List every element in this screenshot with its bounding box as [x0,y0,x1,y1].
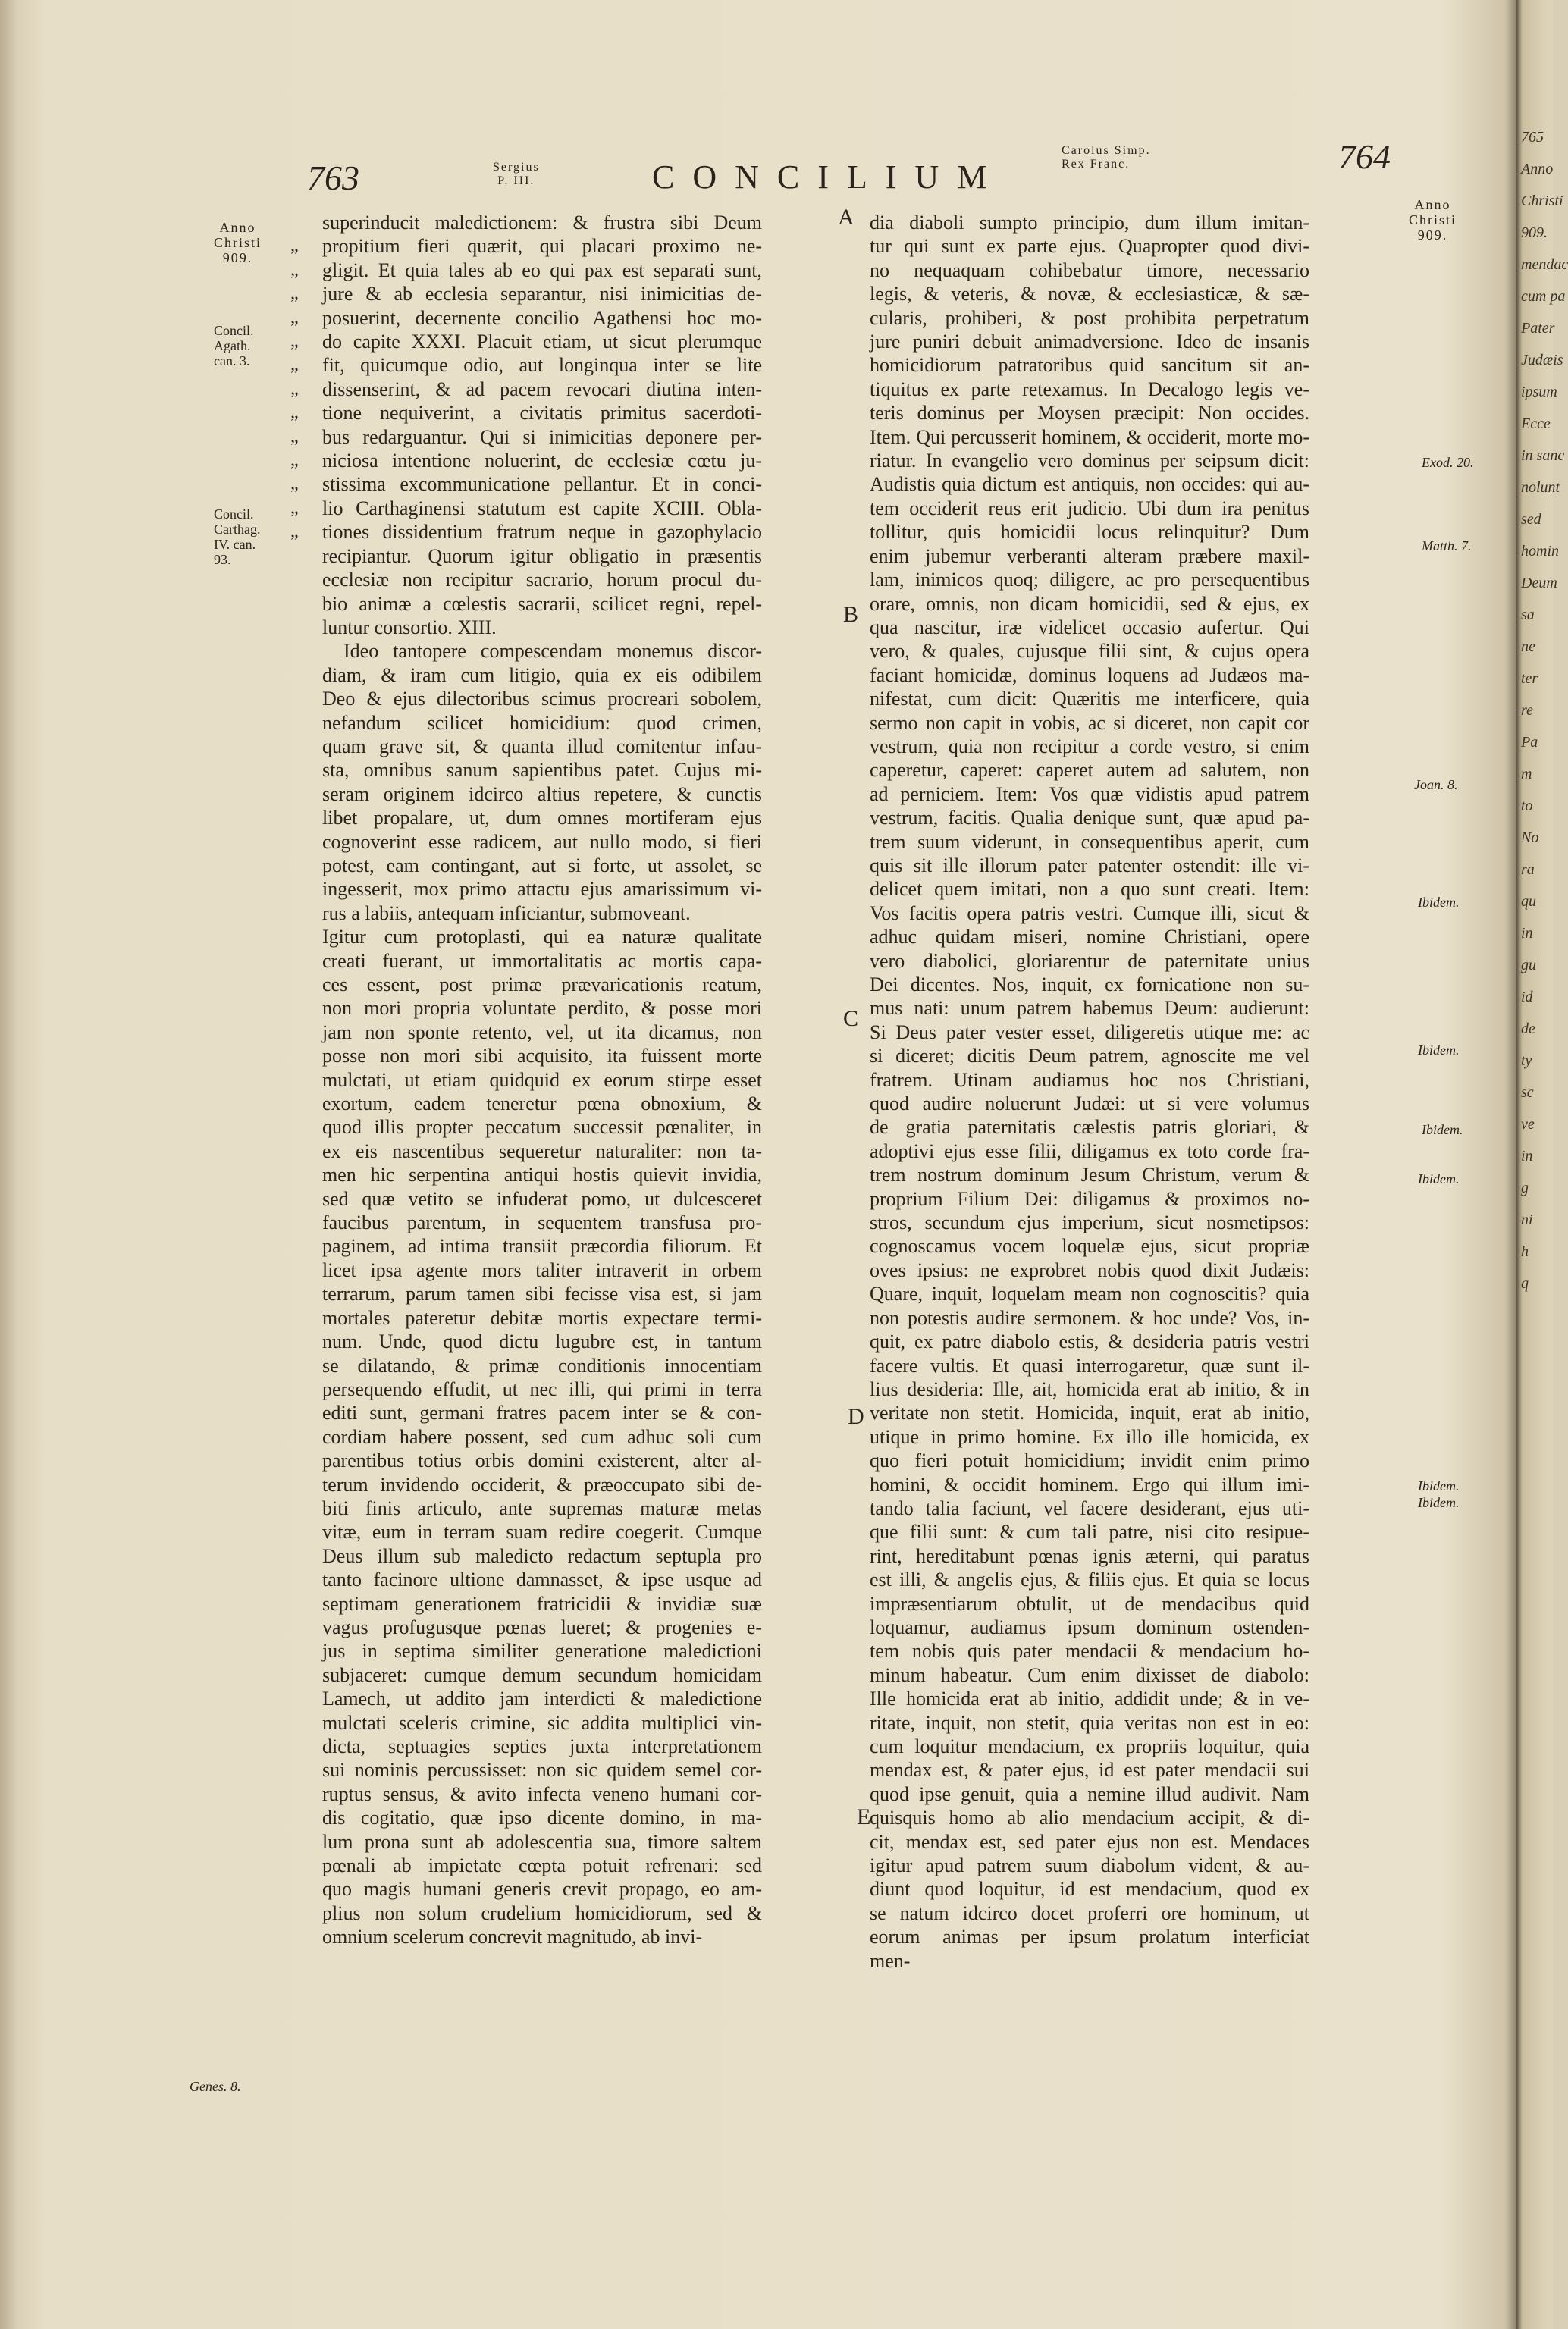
text-line: posse non mori sibi acquisito, ita fuissent morte [322,1045,762,1067]
quote-mark: „ [290,497,299,518]
facing-page-fragment: h [1521,1243,1529,1260]
text-line: paginem, ad intima transiit præcordia filiorum. Et [322,1235,762,1258]
text-line: septimam generationem fratricidii & invidiæ suæ [322,1592,762,1615]
text-line: Item. Qui percusserit hominem, & occiderit, morte mo- [870,425,1309,448]
left-page-number: 763 [307,158,359,197]
facing-page-fragment: nolunt [1521,479,1560,496]
quote-mark: „ [290,236,299,256]
text-line: teris dominus per Moysen præcipit: Non occides. [870,402,1309,425]
running-head-king: Carolus Simp. [1062,144,1151,157]
left-running-head [493,161,540,188]
text-line: cularis, prohiberi, & post prohibita perpetratum [870,306,1309,329]
facing-page-fragment: No [1521,829,1539,846]
text-line: ex eis nascentibus sequeretur naturaliter: non ta- [322,1139,762,1162]
text-line: terrarum, parum tamen sibi fecisse visa est, si jam [322,1283,762,1306]
text-line: homini, & occidit hominem. Ergo qui illum imi- [870,1473,1309,1496]
section-letter-b: B [843,602,859,627]
facing-page-fragment: Christi [1521,193,1563,209]
text-line: pœnali ab impietate cœpta potuit refrenari: sed [322,1854,762,1877]
text-line: exortum, eadem teneretur pœna obnoxium, & [322,1092,762,1115]
text-line: Audistis quia dictum est antiquis, non occides: qui au- [870,473,1309,496]
text-line: quit, ex patre diabolo estis, & desideria patris vestri [870,1331,1309,1353]
text-line: quisquis homo ab alio mendacium accipit, & di- [870,1807,1309,1829]
note-line: 93. [214,552,231,567]
text-line: impræsentiarum obtulit, ut de mendacibus quid [870,1592,1309,1615]
facing-page-fragment: 909. [1521,224,1548,241]
text-line: quo fieri potuit homicidium; invidit enim primo [870,1450,1309,1472]
text-line: lius desideria: Ille, ait, homicida erat ab initio, & in [870,1378,1309,1400]
text-line: oves ipsius: ne exprobret nobis quod dixit Judæis: [870,1259,1309,1281]
right-margin-note-matth: Matth. 7. [1422,538,1472,553]
text-line: ecclesiæ non recipitur sacrario, horum procul du- [322,569,762,591]
text-line: mulctati sceleris crimine, sic addita multiplici vin- [322,1711,762,1734]
facing-page-fragment: sc [1521,1084,1534,1101]
facing-page-fragment: ne [1521,638,1535,655]
text-line: bus redarguantur. Qui si inimicitias deponere per- [322,425,762,448]
text-line: Deus illum sub maledicto redactum septupla pro [322,1544,762,1567]
text-line: adoptivi ejus esse filii, diligamus ex toto corde fra- [870,1139,1309,1162]
text-line: tem nobis quis pater mendacii & mendacium ho- [870,1640,1309,1663]
text-line: cordiam habere possent, sed cum adhuc soli cum [322,1425,762,1448]
text-line: non potestis audire sermonem. & hoc unde? Vos, in- [870,1306,1309,1329]
quote-mark: „ [290,284,299,304]
facing-page-fragment: ter [1521,670,1538,687]
text-line: proprium Filium Dei: diligamus & proximos no- [870,1187,1309,1210]
facing-page-fragment: homin [1521,543,1559,560]
quote-mark: „ [290,450,299,470]
text-line: no nequaquam cohibebatur timore, necessario [870,259,1309,281]
facing-page-fragment: Judæis [1521,352,1563,368]
anno-label: Anno [219,220,256,235]
text-line: sed quæ vetito se infuderat pomo, ut dulcesceret [322,1187,762,1210]
text-line: minum habeatur. Cum enim dixisset de diabolo: [870,1663,1309,1686]
text-line: vagus profugusque pœnas lueret; & progenies e- [322,1616,762,1638]
text-line: rus a labiis, antequam inficiantur, submoveant. [322,901,691,924]
text-line: riatur. In evangelio vero dominus per seipsum dicit: [870,450,1309,472]
text-line: jure puniri debuit animadversione. Ideo de insanis [870,331,1309,353]
note-line: IV. can. [214,537,256,552]
facing-page-fragment: q [1521,1275,1529,1292]
right-margin-note-exod: Exod. 20. [1422,455,1474,470]
page-title: CONCILIUM [652,158,1005,196]
left-margin-note-agath [214,323,254,368]
text-line: facere vultis. Et quasi interrogaretur, quæ sunt il- [870,1354,1309,1377]
facing-page-fragment: Pa [1521,734,1538,751]
text-line: persequendo effudit, ut nec illi, qui primi in terra [322,1378,762,1400]
text-line: vero diabolici, gloriarentur de paternitate unius [870,949,1309,972]
text-line: recipiantur. Quorum igitur obligatio in præsentis [322,544,762,567]
text-line: loquamur, audiamus ipsum dominum ostenden- [870,1616,1309,1638]
facing-page-fragment: cum pa [1521,288,1566,305]
text-line: omnium scelerum concrevit magnitudo, ab invi- [322,1926,703,1948]
facing-page-fragment: m [1521,766,1532,782]
note-line: Concil. [214,323,254,338]
text-line: tiones dissidentium fratrum neque in gazophylacio [322,521,762,544]
text-line: se natum idcirco docet proferri ore hominum, ut [870,1901,1309,1924]
text-line: parentibus totius orbis domini existerent, alter al- [322,1450,762,1472]
facing-page-fragment: ni [1521,1212,1533,1228]
text-line: vero, & quales, cujusque filii sint, & cujus opera [870,640,1309,663]
facing-page-fragment: id [1521,989,1533,1005]
text-line: vestrum, facitis. Qualia denique sunt, quæ apud pa- [870,807,1309,829]
text-line: legis, & veteris, & novæ, & ecclesiasticæ, & sæ- [870,283,1309,306]
text-line: Quare, inquit, loquelam meam non cognoscitis? quia [870,1283,1309,1306]
text-line: si diceret; dicitis Deum patrem, agnoscite me vel [870,1045,1309,1067]
text-line: trem suum viderunt, in consequentibus aperit, cum [870,830,1309,853]
right-running-head [1062,144,1151,171]
text-line: licet ipsa agente mors taliter intraverit in orbem [322,1259,762,1281]
text-line: Dei dicentes. Nos, inquit, ex fornicatione non su- [870,973,1309,995]
running-head-pope: Sergius [493,161,540,174]
right-page-number: 764 [1338,137,1391,176]
text-line: gligit. Et quia tales ab eo qui pax est separati sunt, [322,259,762,281]
text-line: superinducit maledictionem: & frustra sibi Deum [322,212,762,234]
text-line: cum loquitur mendacium, ex propriis loquitur, quia [870,1735,1309,1757]
facing-page-fragment: to [1521,798,1533,814]
text-line: orare, omnis, non dicam homicidii, sed & ejus, ex [870,592,1309,615]
text-line: posuerint, decernente concilio Agathensi hoc mo- [322,306,762,329]
text-line: sta, omnibus sanum sapientibus patet. Cujus mi- [322,759,762,782]
text-line: mortales pateretur debitæ mortis expectare termi- [322,1306,762,1329]
text-line: luntur consortio. XIII. [322,616,497,638]
text-line: tem occiderit reus erit judicio. Ubi dum ira penitus [870,497,1309,519]
text-line: Igitur cum protoplasti, qui ea naturæ qualitate [322,926,762,948]
text-line: mendax est, & pater ejus, id est pater mendacii sui [870,1759,1309,1782]
text-line: tione nequiverint, a civitatis primitus sacerdoti- [322,402,762,425]
text-line: Si Deus pater vester esset, diligeretis utique me: ac [870,1020,1309,1043]
text-line: dis cogitatio, quæ ipso dicente domino, in ma- [322,1807,762,1829]
text-line: bio animæ a cœlestis sacrarii, scilicet regni, repel- [322,592,762,615]
text-line: jus in septima similiter generatione maledictioni [322,1640,762,1663]
year-label: 909. [222,250,253,265]
text-line: jure & ab ecclesia separantur, nisi inimicitias de- [322,283,762,306]
text-line: mus nati: unum patrem habemus Deum: audierunt: [870,997,1309,1020]
section-letter-a: A [838,205,855,230]
text-line: sermo non capit in vobis, ac si diceret, non capit cor [870,711,1309,734]
text-line: quo magis humani generis crevit propago, eo am- [322,1878,762,1901]
right-margin-note-ibidem-4: Ibidem. [1418,1171,1460,1186]
text-line: cognoverint esse radicem, aut nullo modo, si fieri [322,830,762,853]
left-margin-note-genes: Genes. 8. [190,2079,241,2094]
note-line: can. 3. [214,353,250,368]
note-line: Concil. [214,506,254,522]
text-line: Deo & ejus dilectoribus scimus procreari sobolem, [322,688,762,710]
text-line: homicidiorum patratoribus quid sancitum sit an- [870,354,1309,377]
text-line: potest, eam contingant, aut si forte, ut assolet, se [322,854,762,876]
text-line: sui nominis percussisset: non sic quidem semel cor- [322,1759,762,1782]
text-line: dissenserint, & ad pacem revocari diutina inten- [322,378,762,400]
text-line: utique in primo homine. Ex illo ille homicida, ex [870,1425,1309,1448]
text-line: rint, hereditabunt pœnas ignis æterni, qui paratus [870,1544,1309,1567]
text-line: tanto facinore ultione damnasset, & ipse usque ad [322,1569,762,1591]
text-line: biti finis articulo, ante supremas maturæ metas [322,1497,762,1519]
text-line: quam grave sit, & quanta illud comitentur infau- [322,735,762,757]
text-line: quod audire noluerunt Judæi: ut si vere volumus [870,1092,1309,1115]
running-head-pope-number: P. III. [497,174,535,187]
text-line: ces essent, post primæ prævaricationis reatum, [322,973,762,995]
right-margin-note-ibidem-3: Ibidem. [1422,1122,1463,1137]
text-line: cit, mendax est, sed pater ejus non est. Mendaces [870,1830,1309,1853]
facing-page-fragment: in sanc [1521,447,1565,464]
text-line: delicet quem imitati, non a quo sunt creati. Item: [870,878,1309,901]
facing-page-fragment: ra [1521,861,1535,878]
text-line: terum invidendo occiderit, & præoccupato sibi de- [322,1473,762,1496]
text-line: lio Carthaginensi statutum est capite XCIII. Obla- [322,497,762,519]
text-line: editi sunt, germani fratres pacem inter se & con- [322,1402,762,1425]
text-line: do capite XXXI. Placuit etiam, ut sicut plerumque [322,331,762,353]
text-line: quod illis propter peccatum successit pœnaliter, in [322,1116,762,1139]
left-margin-anno [214,220,262,265]
text-line: creati fuerant, ut immortalitatis ac mortis capa- [322,949,762,972]
text-line: plius non solum crudelium homicidiorum, sed & [322,1901,762,1924]
text-line: num. Unde, quod dictu lugubre est, in tantum [322,1331,762,1353]
facing-page-fragment: Anno [1521,161,1554,177]
text-line: subjaceret: cumque demum secundum homicidam [322,1663,762,1686]
text-line: dicta, septuagies septies juxta interpretationem [322,1735,762,1757]
text-line: propitium fieri quærit, qui placari proximo ne- [322,235,762,258]
text-line: fratrem. Utinam audiamus hoc nos Christiani, [870,1068,1309,1091]
text-line: men- [870,1949,911,1972]
text-line: tando talia faciunt, vel facere desiderant, ejus uti- [870,1497,1309,1519]
text-line: qua nascitur, iræ videlicet occasio aufertur. Qui [870,616,1309,638]
text-line: igitur apud patrem suum diabolum vident, & au- [870,1854,1309,1877]
text-line: mulctati, ut etiam quidquid ex eorum stirpe esset [322,1068,762,1091]
text-line: Vos facitis opera patris vestri. Cumque illi, sicut & [870,901,1309,924]
quote-mark: „ [290,378,299,399]
text-line: de gratia paternitatis cælestis patris gloriari, & [870,1116,1309,1139]
facing-page-fragment: Pater [1521,320,1555,337]
right-margin-note-ibidem-1: Ibidem. [1418,895,1460,910]
text-line: lum prona sunt ab adolescentia sua, timore saltem [322,1830,762,1853]
left-text-column [290,211,762,1949]
text-line: se dilatando, & primæ conditionis innocentiam [322,1354,762,1377]
text-line: tur qui sunt ex parte ejus. Quapropter quod divi- [870,235,1309,258]
text-line: Lamech, ut addito jam interdicti & maledictione [322,1688,762,1710]
text-line: libet propalare, ut, dum omnes mortiferam ejus [322,807,762,829]
text-line: Ideo tantopere compescendam monemus discor- [343,640,762,663]
facing-page-fragment: Ecce [1521,415,1551,432]
text-line: men hic serpentina antiqui hostis quievit invidia, [322,1164,762,1186]
quote-mark: „ [290,331,299,351]
section-letter-d: D [848,1404,864,1429]
text-line: non mori propria voluntate perdito, & posse mori [322,997,762,1020]
text-line: dia diaboli sumpto principio, dum illum imitan- [870,212,1309,234]
facing-page-fragment: 765 [1521,129,1544,146]
year-label: 909. [1417,227,1448,243]
quote-mark: „ [290,355,299,375]
christi-label: Christi [1409,212,1457,227]
text-line: seram originem idcirco altius repetere, & cunctis [322,782,762,805]
right-margin-note-ibidem-5: Ibidem. [1418,1478,1460,1494]
quote-mark: „ [290,307,299,328]
text-line: ritate, inquit, non stetit, quia veritas non est in eo: [870,1711,1309,1734]
facing-page-fragment: in [1521,925,1533,942]
left-margin-note-carthag [214,506,260,567]
right-margin-note-joan: Joan. 8. [1414,777,1458,792]
quote-mark: „ [290,522,299,542]
text-line: stros, secundum ejus imperium, sicut nosmetipsos: [870,1212,1309,1234]
text-line: tiquitus ex parte retexamus. In Decalogo legis ve- [870,378,1309,400]
note-line: Agath. [214,338,251,353]
text-line: faciant homicidæ, dominus loquens ad Judæos ma- [870,663,1309,686]
text-line: jam non sponte retento, vel, ut ita dicamus, non [322,1020,762,1043]
quote-mark: „ [290,426,299,447]
text-line: vestrum, quia non recipitur a corde vestro, si enim [870,735,1309,757]
right-margin-anno [1409,197,1457,243]
text-line: caperetur, caperet: caperet autem ad salutem, non [870,759,1309,782]
right-margin-note-ibidem-6: Ibidem. [1418,1495,1460,1510]
facing-page-fragment: g [1521,1180,1529,1196]
text-line: diunt quod loquitur, id est mendacium, quod ex [870,1878,1309,1901]
facing-page-edge [1516,0,1568,2329]
text-line: faucibus parentum, in sequentem transfusa pro- [322,1212,762,1234]
text-line: quis sit ille illorum pater patenter ostendit: ille vi- [870,854,1309,876]
facing-page-fragment: Deum [1521,575,1557,591]
facing-page-fragment: gu [1521,957,1536,973]
right-text-column [870,211,1309,1973]
text-line: adhuc quidam miseri, nomine Christiani, opere [870,926,1309,948]
text-line: Ille homicida erat ab initio, addidit unde; & in ve- [870,1688,1309,1710]
section-letter-e: E [857,1804,871,1829]
facing-page-fragment: ve [1521,1116,1535,1133]
facing-page-fragment: mendac [1521,256,1568,273]
text-line: fit, quicumque odio, aut longinqua inter se lite [322,354,762,377]
section-letter-c: C [843,1006,859,1031]
quote-mark: „ [290,474,299,494]
quote-mark: „ [290,259,299,280]
facing-page-fragment: de [1521,1020,1535,1037]
text-line: veritate non stetit. Homicida, inquit, erat ab initio, [870,1402,1309,1425]
text-line: vitæ, eum in terram suam redire coegerit. Cumque [322,1521,762,1544]
facing-page-fragment: sa [1521,607,1535,623]
text-line: que filii sunt: & cum tali patre, nisi cito resipue- [870,1521,1309,1544]
text-line: diam, & iram cum litigio, quia ex eis odibilem [322,663,762,686]
anno-label: Anno [1414,197,1451,212]
text-line: cognoscamus vocem loquelæ ejus, sicut propriæ [870,1235,1309,1258]
facing-page-fragment: ty [1521,1052,1532,1069]
running-head-king-title: Rex Franc. [1062,158,1131,171]
text-line: ad perniciem. Item: Vos quæ vidistis apud patrem [870,782,1309,805]
text-line: stissima excommunicatione pellantur. Et in conci- [322,473,762,496]
facing-page-fragment: sed [1521,511,1541,528]
facing-page-fragment: qu [1521,893,1536,910]
text-line: quod ipse genuit, quia a nemine illud audivit. Nam [870,1782,1309,1805]
text-line: niciosa intentione noluerint, de ecclesiæ cœtu ju- [322,450,762,472]
note-line: Carthag. [214,522,261,537]
text-line: est illi, & angelis ejus, & filiis ejus. Et quia se locus [870,1569,1309,1591]
right-margin-note-ibidem-2: Ibidem. [1418,1042,1460,1058]
text-line: nifestat, cum dicit: Quæritis me interficere, quia [870,688,1309,710]
christi-label: Christi [214,235,262,250]
text-line: enim jubemur verberanti alteram præbere maxil- [870,544,1309,567]
quote-mark: „ [290,403,299,423]
text-line: nefandum scilicet homicidium: quod crimen, [322,711,762,734]
text-line: ruptus sensus, & avito infecta veneno humani cor- [322,1782,762,1805]
text-line: ingesserit, mox primo attactu ejus amarissimum vi- [322,878,762,901]
text-line: trem nostrum dominum Jesum Christum, verum & [870,1164,1309,1186]
facing-page-fragment: re [1521,702,1533,719]
text-line: lam, inimicos quoq; diligere, ac pro persequentibus [870,569,1309,591]
text-line: tollitur, quis homicidii locus relinquitur? Dum [870,521,1309,544]
text-line: eorum animas per ipsum prolatum interficiat [870,1926,1309,1948]
facing-page-fragment: ipsum [1521,384,1557,400]
facing-page-fragment: in [1521,1148,1533,1164]
